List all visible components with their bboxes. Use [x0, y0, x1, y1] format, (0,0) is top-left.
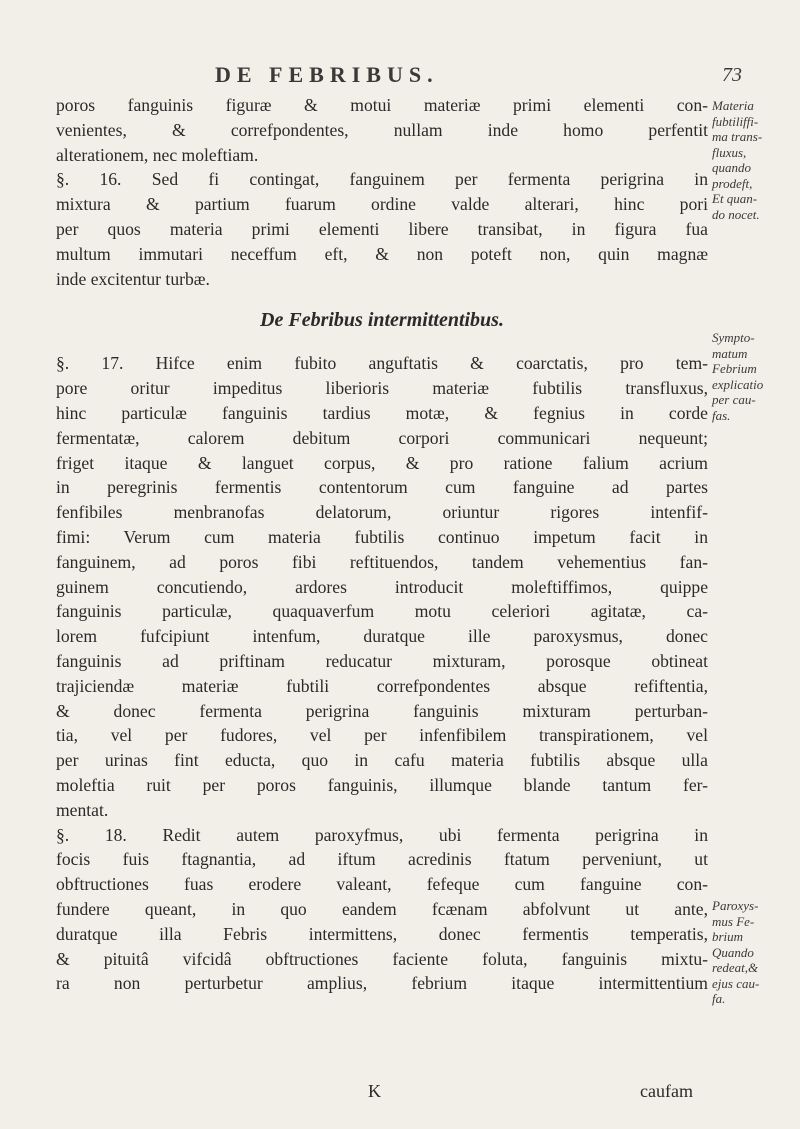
margin-line: Et quan-: [712, 191, 758, 206]
text-line: inde excitentur turbæ.: [56, 268, 210, 289]
text-line: fanguinis ad priftinam reducatur mixturam, porosque obtineat: [56, 650, 708, 671]
text-line: fermentatæ, calorem debitum corpori communicari nequeunt;: [56, 427, 708, 448]
margin-line: redeat,&: [712, 960, 759, 975]
margin-line: do nocet.: [712, 206, 760, 222]
text-line: pore oritur impeditus liberioris materiæ fubtilis transfluxus,: [56, 378, 708, 399]
text-line: focis fuis ftagnantia, ad iftum acredinis ftatum perveniunt, ut: [56, 849, 708, 870]
text-line: fanguinis particulæ, quaquaverfum motu celeriori agitatæ, ca-: [56, 601, 708, 622]
section-heading: De Febribus intermittentibus.: [260, 309, 504, 332]
text-line: fanguinem, ad poros fibi reftituendos, tandem vehementius fan-: [56, 551, 708, 572]
page-number: 73: [722, 64, 742, 86]
text-line: & pituitâ vifcidâ obftructiones faciente foluta, fanguinis mixtu-: [56, 948, 708, 969]
margin-line: mus Fe-: [712, 913, 755, 929]
margin-line: fas.: [712, 407, 731, 423]
text-line: guinem concutiendo, ardores introducit moleftiffimos, quippe: [56, 576, 708, 597]
text-line: ra non perturbetur amplius, febrium itaque intermittentium: [56, 973, 708, 994]
margin-note-symptomatum: [712, 330, 794, 423]
text-line: §. 17. Hifce enim fubito anguftatis & coarctatis, pro tem-: [56, 353, 708, 374]
margin-line: Quando: [712, 944, 754, 960]
text-line: trajiciendæ materiæ fubtili correfpondentes absque refiftentia,: [56, 675, 708, 696]
signature-mark: K: [368, 1081, 381, 1101]
main-text: [56, 93, 708, 996]
text-line: hinc particulæ fanguinis tardius motæ, & fegnius in corde: [56, 402, 708, 423]
text-line: lorem fufcipiunt intenfum, duratque ille paroxysmus, donec: [56, 626, 708, 647]
text-line: & donec fermenta perigrina fanguinis mixturam perturban-: [56, 700, 708, 721]
margin-line: per cau-: [712, 392, 756, 407]
margin-line: explicatio: [712, 376, 764, 392]
text-line: per quos materia primi elementi libere transibat, in figura fua: [56, 218, 708, 239]
text-line: obftructiones fuas erodere valeant, fefeque cum fanguine con-: [56, 874, 708, 895]
paragraph-17: [56, 351, 708, 822]
margin-line: prodeft,: [712, 175, 753, 191]
margin-line: brium: [712, 929, 744, 944]
margin-line: ma trans-: [712, 129, 763, 144]
text-line: per urinas fint educta, quo in cafu materia fubtilis absque ulla: [56, 750, 708, 771]
margin-note-materia: [712, 98, 794, 222]
running-title: DE FEBRIBUS.: [215, 62, 439, 87]
text-line: moleftia ruit per poros fanguinis, illumque blande tantum fer-: [56, 774, 708, 795]
margin-line: Sympto-: [712, 330, 755, 345]
text-line: multum immutari neceffum eft, & non poteft non, quin magnæ: [56, 243, 708, 264]
margin-line: fluxus,: [712, 144, 747, 160]
text-line: tia, vel per fudores, vel per infenfibilem transpirationem, vel: [56, 725, 708, 746]
margin-line: quando: [712, 160, 751, 175]
page-header: [0, 62, 800, 92]
text-line: mentat.: [56, 799, 109, 820]
text-line: in peregrinis fermentis contentorum cum fanguine ad partes: [56, 477, 708, 498]
text-line: venientes, & correfpondentes, nullam inde homo perfentit: [56, 119, 708, 140]
paragraph-1: [56, 93, 708, 167]
margin-line: Febrium: [712, 361, 757, 376]
margin-line: fubtiliffi-: [712, 113, 759, 129]
text-line: fimi: Verum cum materia fubtilis continuo impetum facit in: [56, 526, 708, 547]
margin-line: Paroxys-: [712, 898, 759, 913]
margin-note-paroxysmus: [712, 898, 794, 1007]
text-line: duratque illa Febris intermittens, donec fermentis temperatis,: [56, 923, 708, 944]
margin-line: Materia: [712, 98, 754, 113]
text-line: poros fanguinis figuræ & motui materiæ primi elementi con-: [56, 95, 708, 115]
margin-line: matum: [712, 345, 748, 361]
text-line: fenfibiles menbranofas delatorum, oriuntur rigores intenfif-: [56, 502, 708, 523]
catchword: caufam: [640, 1081, 693, 1101]
text-line: §. 16. Sed fi contingat, fanguinem per fermenta perigrina in: [56, 169, 708, 190]
text-line: fundere queant, in quo eandem fcænam abfolvunt ut ante,: [56, 898, 708, 919]
margin-line: ejus cau-: [712, 975, 760, 991]
text-line: alterationem, nec moleftiam.: [56, 144, 259, 165]
paragraph-18: [56, 823, 708, 997]
text-line: §. 18. Redit autem paroxyfmus, ubi fermenta perigrina in: [56, 824, 708, 845]
text-line: friget itaque & languet corpus, & pro ratione falium acrium: [56, 452, 708, 473]
margin-line: fa.: [712, 991, 726, 1006]
text-line: mixtura & partium fuarum ordine valde alterari, hinc pori: [56, 194, 708, 215]
paragraph-16: [56, 167, 708, 291]
